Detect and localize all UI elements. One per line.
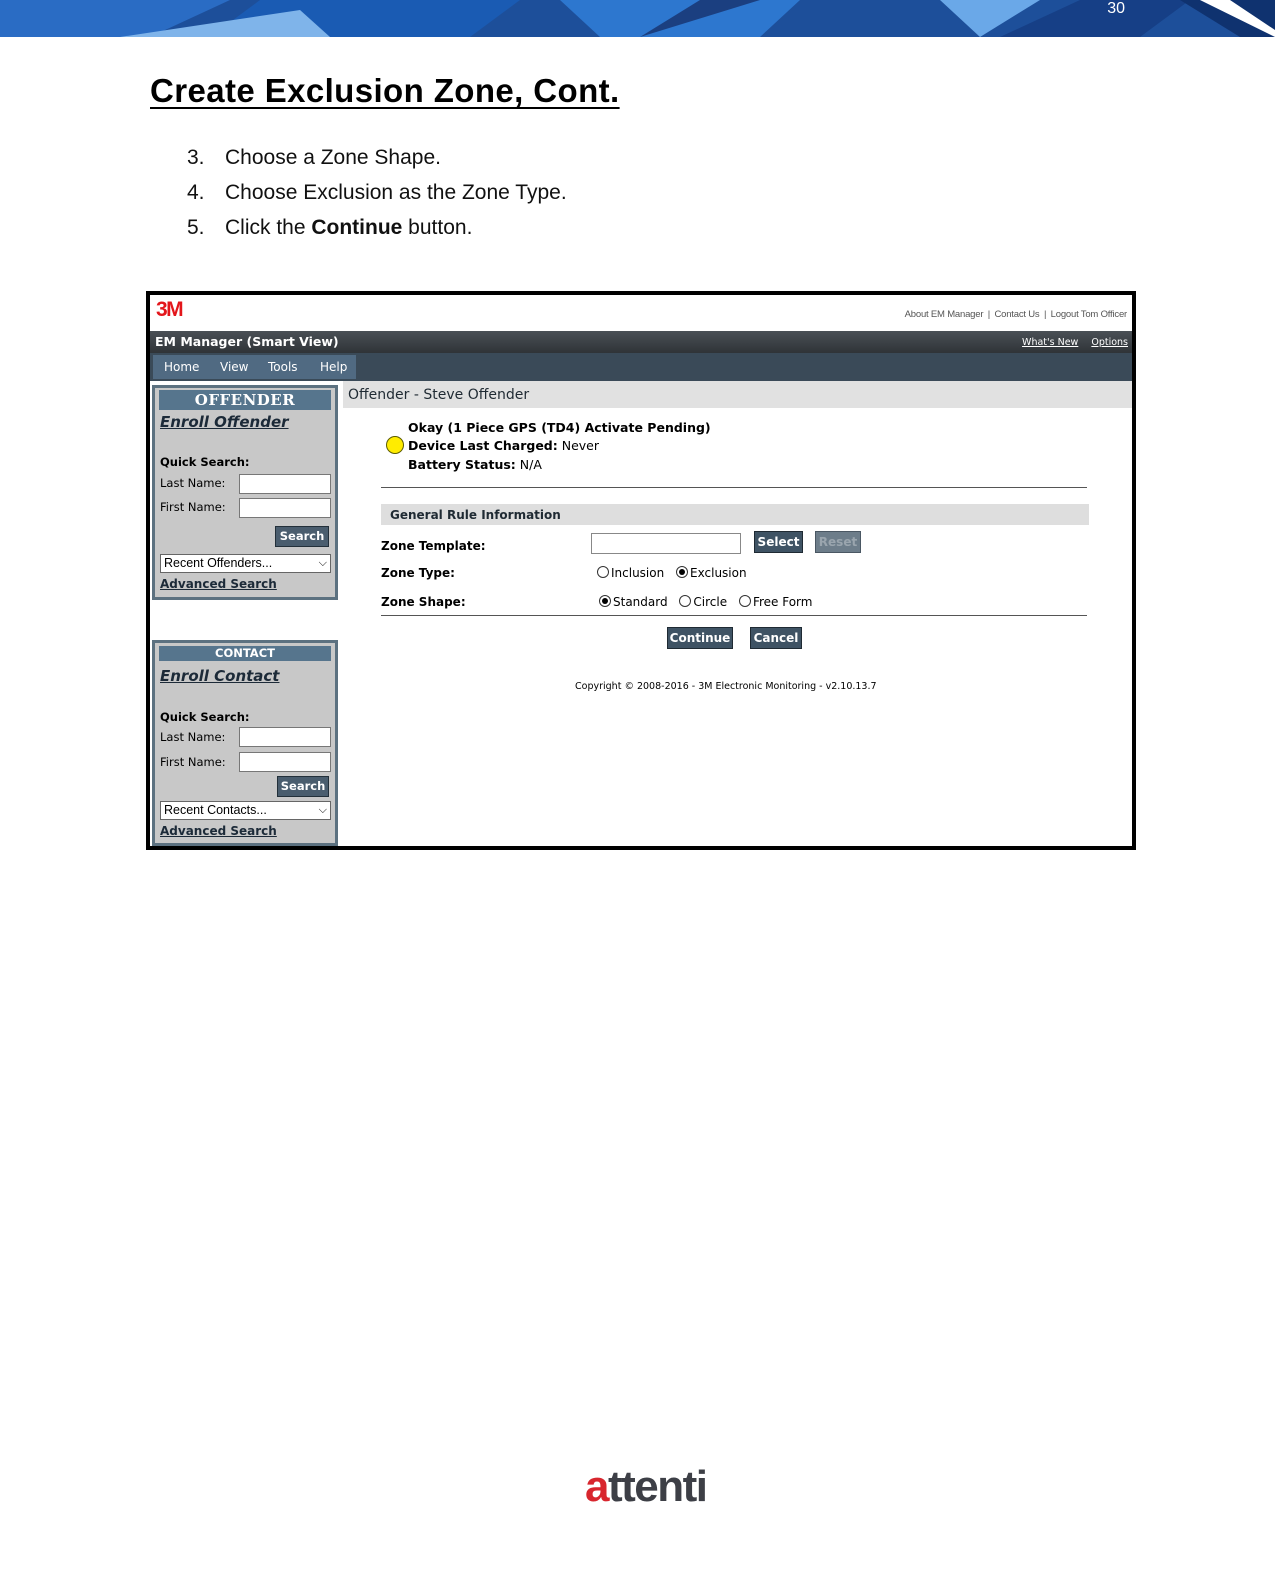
zone-shape-circle[interactable]: [679, 595, 727, 609]
app-title-bar: [150, 331, 1132, 353]
step-number: 4.: [187, 181, 205, 204]
menu-help[interactable]: Help: [320, 360, 348, 374]
zone-template-input[interactable]: [591, 533, 741, 554]
offender-panel: [152, 385, 338, 600]
contact-first-name-input[interactable]: [239, 752, 331, 772]
options-link[interactable]: Options: [1091, 337, 1128, 348]
contact-us-link[interactable]: Contact Us: [994, 309, 1040, 320]
rule-section-header: [381, 504, 1089, 525]
link-separator: |: [1043, 309, 1047, 320]
copyright-text: Copyright © 2008-2016 - 3M Electronic Monitoring - v2.10.13.7: [575, 681, 877, 692]
standard-label: Standard: [613, 595, 668, 609]
zone-shape-radio-group: [599, 595, 820, 609]
sidebar: [150, 381, 339, 850]
recent-offenders-value: Recent Offenders...: [164, 556, 273, 570]
circle-label: Circle: [693, 595, 728, 609]
enroll-contact-link[interactable]: Enroll Contact: [160, 667, 280, 685]
divider: [381, 615, 1087, 616]
zone-shape-label: Zone Shape:: [381, 595, 466, 609]
content-header: [343, 381, 1132, 408]
app-top-strip: [150, 295, 1132, 331]
continue-button[interactable]: Continue: [667, 627, 733, 649]
offender-last-name-input[interactable]: [239, 474, 331, 494]
radio-unchecked-icon[interactable]: [597, 566, 609, 578]
attenti-logo: [585, 1462, 707, 1512]
step-text-pre: Click the: [225, 216, 312, 239]
list-item: [187, 146, 567, 181]
list-item: [187, 216, 567, 251]
offender-panel-heading: OFFENDER: [159, 390, 331, 410]
step-text-post: button.: [402, 216, 473, 239]
radio-checked-icon[interactable]: [676, 566, 688, 578]
last-charged-label: Device Last Charged:: [408, 438, 558, 453]
header-banner: [0, 0, 1275, 37]
step-text: Choose a Zone Shape.: [225, 146, 441, 169]
page-title: Create Exclusion Zone, Cont.: [150, 72, 620, 109]
battery-line: [408, 457, 542, 472]
last-charged-value: Never: [561, 438, 600, 453]
recent-contacts-value: Recent Contacts...: [164, 803, 267, 817]
brand-logo: 3M: [156, 298, 183, 321]
about-link[interactable]: About EM Manager: [904, 309, 984, 320]
divider: [381, 487, 1087, 488]
exclusion-label: Exclusion: [690, 566, 747, 580]
first-name-label: First Name:: [160, 500, 226, 514]
radio-checked-icon[interactable]: [599, 595, 611, 607]
inclusion-label: Inclusion: [611, 566, 665, 580]
list-item: [187, 181, 567, 216]
menu-bar: [150, 353, 1132, 381]
step-number: 5.: [187, 216, 205, 239]
offender-first-name-input[interactable]: [239, 498, 331, 518]
zone-shape-free-form[interactable]: [739, 595, 813, 609]
radio-unchecked-icon[interactable]: [739, 595, 751, 607]
first-name-label: First Name:: [160, 755, 226, 769]
contact-last-name-input[interactable]: [239, 727, 331, 747]
last-name-label: Last Name:: [160, 730, 226, 744]
menu-home[interactable]: Home: [164, 360, 200, 374]
logo-accent: a: [585, 1462, 608, 1511]
zone-type-label: Zone Type:: [381, 566, 455, 580]
quick-search-label: Quick Search:: [160, 710, 250, 724]
reset-button[interactable]: Reset: [815, 531, 861, 553]
page-number: 30: [1107, 0, 1125, 17]
radio-unchecked-icon[interactable]: [679, 595, 691, 607]
offender-search-button[interactable]: Search: [275, 526, 329, 547]
banner-graphic: [0, 0, 1275, 37]
offender-advanced-search-link[interactable]: Advanced Search: [160, 577, 277, 591]
select-button[interactable]: Select: [754, 531, 803, 553]
logout-link[interactable]: Logout Tom Officer: [1050, 309, 1127, 320]
zone-type-radio-group: [597, 566, 755, 580]
free-form-label: Free Form: [752, 595, 813, 609]
whats-new-link[interactable]: What's New: [1022, 337, 1079, 348]
menu-tools[interactable]: Tools: [268, 360, 298, 374]
contact-panel: [152, 640, 338, 846]
recent-contacts-select[interactable]: [160, 801, 331, 820]
enroll-offender-link[interactable]: Enroll Offender: [160, 413, 289, 431]
contact-search-button[interactable]: Search: [277, 776, 329, 797]
chevron-down-icon: ⌵: [318, 804, 327, 816]
menu-items: [153, 355, 356, 379]
recent-offenders-select[interactable]: [160, 554, 331, 573]
device-state: Okay (1 Piece GPS (TD4) Activate Pending): [408, 420, 711, 435]
zone-type-inclusion[interactable]: [597, 566, 664, 580]
device-status: [408, 420, 711, 435]
battery-label: Battery Status:: [408, 457, 516, 472]
zone-template-label: Zone Template:: [381, 539, 486, 553]
quick-search-label: Quick Search:: [160, 455, 250, 469]
step-number: 3.: [187, 146, 205, 169]
chevron-down-icon: ⌵: [318, 557, 327, 569]
status-indicator-icon: [386, 436, 404, 454]
top-links: [905, 309, 1127, 320]
content-title: Offender - Steve Offender: [348, 387, 530, 403]
contact-advanced-search-link[interactable]: Advanced Search: [160, 824, 277, 838]
link-separator: |: [987, 309, 991, 320]
zone-type-exclusion[interactable]: [676, 566, 747, 580]
logo-text: ttenti: [607, 1462, 707, 1511]
step-text-bold: Continue: [311, 216, 403, 239]
app-title: EM Manager (Smart View): [155, 334, 339, 349]
step-text: Choose Exclusion as the Zone Type.: [225, 181, 567, 204]
zone-shape-standard[interactable]: [599, 595, 668, 609]
contact-panel-heading: CONTACT: [159, 646, 331, 661]
screenshot-frame: [146, 291, 1136, 850]
menu-view[interactable]: View: [220, 360, 249, 374]
cancel-button[interactable]: Cancel: [750, 627, 802, 649]
battery-value: N/A: [519, 457, 542, 472]
rule-section-title: General Rule Information: [390, 508, 561, 522]
steps-list: [187, 146, 567, 251]
title-links: [1012, 337, 1128, 348]
last-name-label: Last Name:: [160, 476, 226, 490]
last-charged-line: [408, 438, 599, 453]
